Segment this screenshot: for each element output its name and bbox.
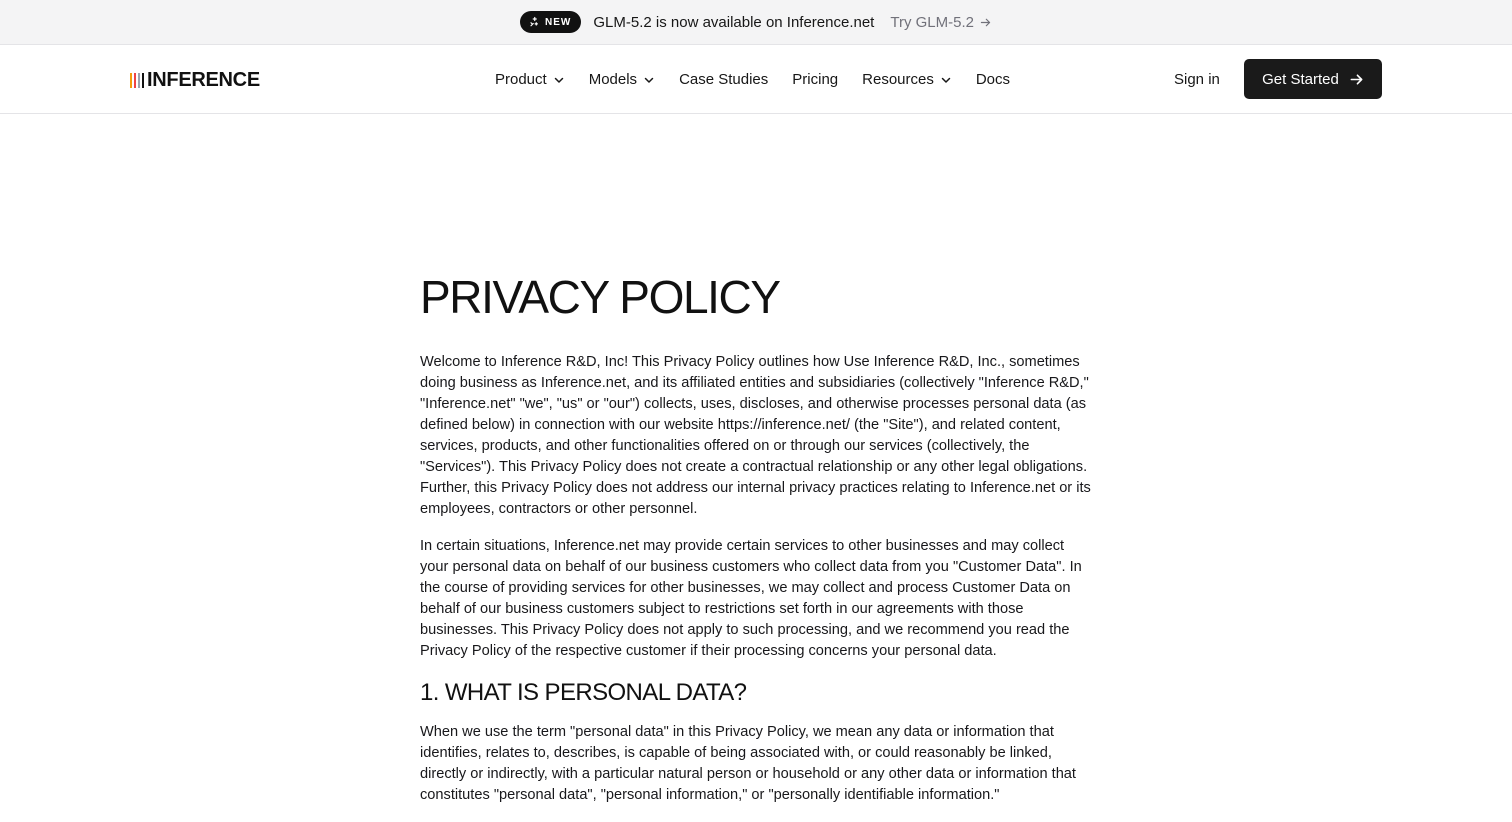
nav-item-docs[interactable] (976, 71, 1010, 88)
nav-item-label: Case Studies (679, 71, 769, 88)
privacy-policy-content (420, 270, 1092, 822)
sparkle-icon (528, 16, 540, 28)
sign-in-link[interactable]: Sign in (1174, 71, 1220, 88)
nav-item-models[interactable] (589, 71, 655, 88)
logo-bar (134, 73, 136, 88)
arrow-right-icon (979, 16, 992, 29)
nav-item-label: Resources (862, 71, 934, 88)
nav-item-pricing[interactable] (792, 71, 838, 88)
logo-text: INFERENCE (147, 68, 260, 91)
nav-item-resources[interactable] (862, 71, 952, 88)
nav-item-label: Models (588, 71, 638, 88)
get-started-label: Get Started (1262, 70, 1339, 88)
nav-item-case-studies[interactable] (679, 71, 768, 88)
get-started-button[interactable] (1244, 59, 1382, 99)
new-badge-label: NEW (545, 16, 572, 28)
nav-item-product[interactable] (495, 71, 565, 88)
arrow-right-icon (1349, 72, 1364, 87)
announcement-bar (0, 0, 1512, 45)
section-paragraph: When we use the term "personal data" in this Privacy Policy, we mean any data or information that identifies, relates to, describes, is capable of being associated with, or could reasonably be linked, directly or indirectly, with a particular natural person or household or any other data or information that constitutes "personal data", "personal information," or "personally identifiable information." (420, 724, 1076, 803)
chevron-down-icon (553, 74, 565, 86)
try-model-link-label: Try GLM-5.2 (890, 13, 974, 31)
new-badge (520, 11, 581, 33)
try-model-link[interactable] (890, 14, 992, 31)
chevron-down-icon (940, 74, 952, 86)
top-navbar (0, 45, 1512, 114)
inference-logo[interactable] (130, 69, 260, 91)
logo-bar (130, 73, 132, 88)
announcement-message: GLM-5.2 is now available on Inference.net (593, 13, 875, 31)
chevron-down-icon (643, 74, 655, 86)
logo-bars (130, 73, 144, 88)
logo-bar (138, 73, 140, 88)
page-title: PRIVACY POLICY (420, 271, 780, 323)
nav-item-label: Pricing (792, 71, 839, 88)
primary-nav (495, 45, 1010, 114)
intro-paragraph: Welcome to Inference R&D, Inc! This Privacy Policy outlines how Use Inference R&D, Inc., sometimes doing business as Inference.net, and its affiliated entities and subsidiaries (collectively "Inference R&D," "Inference.net" "we", "us" or "our") collects, uses, discloses, and otherwise processes personal data (as defined below) in connection with our website https://inference.net/ (the "Site"), and related content, services, products, and other functionalities offered on or through our services (collectively, the "Services"). This Privacy Policy does not create a contractual relationship or any other legal obligations. Further, this Privacy Policy does not address our internal privacy practices relating to Inference.net or its employees, contractors or other personnel. (420, 354, 1091, 517)
nav-item-label: Product (495, 71, 547, 88)
section-heading: 1. WHAT IS PERSONAL DATA? (420, 679, 747, 706)
logo-bar (142, 73, 144, 88)
customer-data-paragraph: In certain situations, Inference.net may provide certain services to other businesses and may collect your personal data on behalf of our business customers who collect data from you "Customer Data". In the course of providing services for other businesses, we may collect and process Customer Data on behalf of our business customers subject to restrictions set forth in our agreements with those businesses. This Privacy Policy does not apply to such processing, and we recommend you read the Privacy Policy of the respective customer if their processing concerns your personal data. (420, 538, 1082, 659)
nav-item-label: Docs (975, 71, 1011, 88)
